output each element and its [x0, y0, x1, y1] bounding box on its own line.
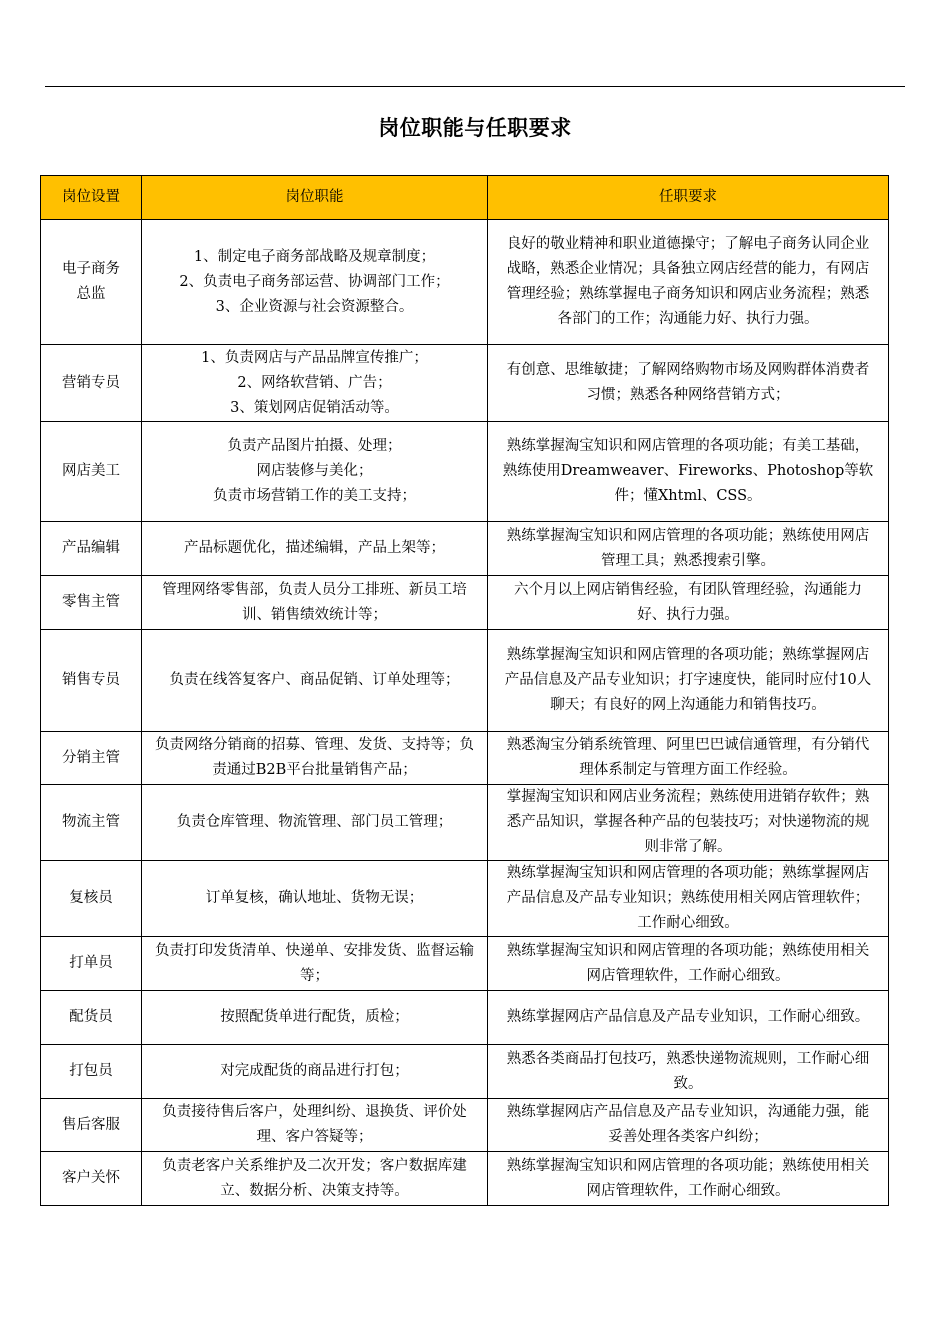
functions-cell: 负责在线答复客户、商品促销、订单处理等； — [142, 630, 488, 732]
requirements-cell: 熟练掌握淘宝知识和网店管理的各项功能；熟练使用相关网店管理软件，工作耐心细致。 — [488, 937, 889, 991]
document-title: 岗位职能与任职要求 — [378, 116, 572, 140]
position-cell: 分销主管 — [41, 732, 142, 785]
position-cell: 售后客服 — [41, 1099, 142, 1152]
functions-cell: 负责产品图片拍摄、处理； 网店装修与美化； 负责市场营销工作的美工支持； — [142, 422, 488, 522]
requirements-cell: 熟练掌握淘宝知识和网店管理的各项功能；熟练使用网店管理工具；熟悉搜索引擎。 — [488, 522, 889, 576]
position-cell: 物流主管 — [41, 785, 142, 861]
requirements-cell: 熟练掌握网店产品信息及产品专业知识，沟通能力强，能妥善处理各类客户纠纷； — [488, 1099, 889, 1152]
header-functions: 岗位职能 — [142, 176, 488, 220]
requirements-cell: 熟悉淘宝分销系统管理、阿里巴巴诚信通管理，有分销代理体系制定与管理方面工作经验。 — [488, 732, 889, 785]
table-row — [41, 1099, 889, 1152]
requirements-cell: 有创意、思维敏捷；了解网络购物市场及网购群体消费者习惯；熟悉各种网络营销方式； — [488, 345, 889, 422]
table-row — [41, 345, 889, 422]
table-row — [41, 630, 889, 732]
position-cell: 网店美工 — [41, 422, 142, 522]
table-row — [41, 522, 889, 576]
functions-cell: 产品标题优化，描述编辑，产品上架等； — [142, 522, 488, 576]
functions-cell: 1、制定电子商务部战略及规章制度； 2、负责电子商务部运营、协调部门工作； 3、企业资源与社会资源整合。 — [142, 220, 488, 345]
table-row — [41, 937, 889, 991]
functions-cell: 负责接待售后客户，处理纠纷、退换货、评价处理、客户答疑等； — [142, 1099, 488, 1152]
position-cell: 打包员 — [41, 1045, 142, 1099]
table-row — [41, 1152, 889, 1206]
functions-cell: 负责老客户关系维护及二次开发；客户数据库建立、数据分析、决策支持等。 — [142, 1152, 488, 1206]
functions-cell: 负责仓库管理、物流管理、部门员工管理； — [142, 785, 488, 861]
requirements-cell: 熟练掌握淘宝知识和网店管理的各项功能；熟练掌握网店产品信息及产品专业知识；打字速度快，能同时应付10人聊天；有良好的网上沟通能力和销售技巧。 — [488, 630, 889, 732]
table-row — [41, 861, 889, 937]
table-header-row — [41, 176, 889, 220]
table-row — [41, 1045, 889, 1099]
table-row — [41, 220, 889, 345]
position-cell: 电子商务 总监 — [41, 220, 142, 345]
position-cell: 产品编辑 — [41, 522, 142, 576]
requirements-cell: 熟练掌握淘宝知识和网店管理的各项功能；熟练使用相关网店管理软件，工作耐心细致。 — [488, 1152, 889, 1206]
position-cell: 客户关怀 — [41, 1152, 142, 1206]
functions-cell: 1、负责网店与产品品牌宣传推广； 2、网络软营销、广告； 3、策划网店促销活动等。 — [142, 345, 488, 422]
functions-cell: 对完成配货的商品进行打包； — [142, 1045, 488, 1099]
requirements-cell: 熟练掌握淘宝知识和网店管理的各项功能；有美工基础，熟练使用Dreamweaver、Fireworks、Photoshop等软件；懂Xhtml、CSS。 — [488, 422, 889, 522]
requirements-cell: 熟悉各类商品打包技巧，熟悉快递物流规则，工作耐心细致。 — [488, 1045, 889, 1099]
requirements-cell: 掌握淘宝知识和网店业务流程；熟练使用进销存软件；熟悉产品知识，掌握各种产品的包装技巧；对快递物流的规则非常了解。 — [488, 785, 889, 861]
position-cell: 零售主管 — [41, 576, 142, 630]
header-position: 岗位设置 — [41, 176, 142, 220]
header-rule — [45, 86, 905, 87]
functions-cell: 订单复核，确认地址、货物无误； — [142, 861, 488, 937]
header-requirements: 任职要求 — [488, 176, 889, 220]
functions-cell: 负责网络分销商的招募、管理、发货、支持等；负责通过B2B平台批量销售产品； — [142, 732, 488, 785]
position-cell: 销售专员 — [41, 630, 142, 732]
position-cell: 配货员 — [41, 991, 142, 1045]
position-cell: 营销专员 — [41, 345, 142, 422]
requirements-cell: 六个月以上网店销售经验，有团队管理经验，沟通能力好、执行力强。 — [488, 576, 889, 630]
requirements-cell: 熟练掌握网店产品信息及产品专业知识，工作耐心细致。 — [488, 991, 889, 1045]
table-row — [41, 991, 889, 1045]
position-cell: 复核员 — [41, 861, 142, 937]
functions-cell: 按照配货单进行配货，质检； — [142, 991, 488, 1045]
functions-cell: 管理网络零售部，负责人员分工排班、新员工培训、销售绩效统计等； — [142, 576, 488, 630]
position-cell: 打单员 — [41, 937, 142, 991]
requirements-cell: 熟练掌握淘宝知识和网店管理的各项功能；熟练掌握网店产品信息及产品专业知识；熟练使用相关网店管理软件；工作耐心细致。 — [488, 861, 889, 937]
roles-table — [40, 175, 889, 1206]
table-row — [41, 576, 889, 630]
table-row — [41, 732, 889, 785]
functions-cell: 负责打印发货清单、快递单、安排发货、监督运输等； — [142, 937, 488, 991]
table-row — [41, 422, 889, 522]
requirements-cell: 良好的敬业精神和职业道德操守；了解电子商务认同企业战略，熟悉企业情况；具备独立网店经营的能力，有网店管理经验；熟练掌握电子商务知识和网店业务流程；熟悉各部门的工作；沟通能力好、执行力强。 — [488, 220, 889, 345]
table-row — [41, 785, 889, 861]
